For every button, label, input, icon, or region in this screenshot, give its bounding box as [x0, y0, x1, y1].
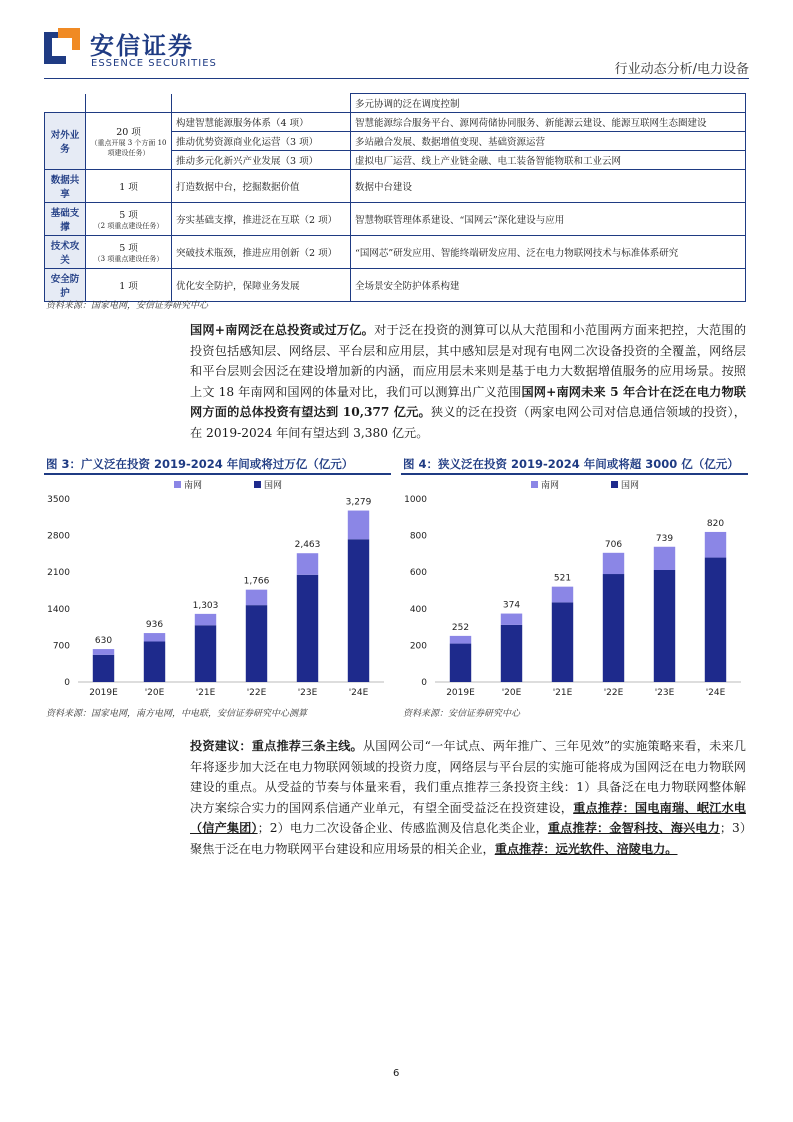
table-task: 推动优势资源商业化运营（3 项）: [172, 132, 351, 151]
bar-total-label: 739: [655, 533, 674, 544]
bar-guowang: [654, 570, 675, 682]
x-tick-label: '22E: [603, 688, 624, 698]
x-tick-label: '24E: [705, 688, 726, 698]
legend-swatch: [254, 481, 261, 488]
paragraph-lead: 国网+南网泛在总投资或过万亿。: [190, 323, 375, 337]
x-tick-label: 2019E: [446, 688, 475, 698]
legend-swatch: [174, 481, 181, 488]
brand-logo: [44, 28, 80, 64]
recommendation-paragraph: 投资建议：重点推荐三条主线。从国网公司“一年试点、两年推广、三年见效”的实施策略来看，未来几年将逐步加大泛在电力物联网领域的投资力度，网络层与平台层的实施可能将成为国网泛在电力物联网建设的重点。从受益的节奏与体量来看，我们重点推荐三条投资主线：1）具备泛在电力物联网整体解决方案综合实力的国网系信通产业单元，有望全面受益泛在投资建设，重点推荐：国电南瑞、岷江水电（信产集团）；2）电力二次设备企业、传感监测及信息化类企业，重点推荐：金智科技、海兴电力；3）聚焦于泛在电力物联网平台建设和应用场景的相关企业，重点推荐：远光软件、涪陵电力。: [190, 739, 747, 856]
bar-nanwang: [144, 633, 165, 641]
table-count: 20 项 （重点开展 3 个方面 10 项建设任务）: [86, 113, 172, 170]
bar-total-label: 521: [553, 573, 572, 584]
table-category: 数据共享: [45, 170, 86, 203]
legend-label: 南网: [184, 481, 203, 491]
bar-guowang: [348, 539, 369, 682]
table-category: 基础支撑: [45, 203, 86, 236]
y-tick-label: 0: [64, 678, 70, 688]
y-tick-label: 400: [409, 604, 427, 615]
bar-total-label: 252: [451, 622, 470, 633]
bar-total-label: 820: [706, 518, 725, 529]
table-task: 优化安全防护，保障业务发展: [172, 269, 351, 302]
bar-nanwang: [450, 636, 471, 644]
bar-nanwang: [552, 587, 573, 603]
legend-label: 南网: [541, 481, 560, 491]
bar-guowang: [246, 605, 267, 682]
bar-nanwang: [93, 649, 114, 655]
table-count: 1 项: [86, 269, 172, 302]
table-detail: 数据中台建设: [351, 170, 746, 203]
table-detail: “国网芯”研发应用、智能终端研发应用、泛在电力物联网技术与标准体系研究: [351, 236, 746, 269]
bar-nanwang: [705, 532, 726, 558]
x-tick-label: '21E: [195, 688, 216, 698]
legend-label: 国网: [621, 481, 640, 491]
pick-group-2: 重点推荐：金智科技、海兴电力: [547, 821, 720, 835]
legend-label: 国网: [264, 481, 283, 491]
chart-rule: [401, 473, 748, 475]
chart-fig3: [44, 477, 394, 702]
chart-source-fig4: 资料来源：安信证券研究中心: [403, 709, 521, 719]
y-tick-label: 0: [421, 678, 427, 688]
bar-guowang: [603, 574, 624, 682]
x-tick-label: '23E: [297, 688, 318, 698]
header-divider: [44, 78, 749, 79]
key-figure: 国网+南网未来 5 年合计在泛在电力物联网方面的总体投资有望达到 10,377 亿元。: [190, 384, 746, 419]
y-tick-label: 2100: [47, 568, 70, 579]
bar-total-label: 936: [145, 620, 164, 631]
bar-guowang: [450, 644, 471, 682]
bar-total-label: 706: [604, 539, 623, 550]
bar-nanwang: [297, 553, 318, 575]
bar-total-label: 1,766: [243, 576, 270, 587]
chart-source-fig3: 资料来源：国家电网，南方电网，中电联，安信证券研究中心测算: [46, 709, 308, 719]
brand-name-en: ESSENCE SECURITIES: [91, 58, 217, 69]
x-tick-label: '20E: [501, 688, 522, 698]
bar-nanwang: [501, 614, 522, 625]
chart-title-fig3: 图 3：广义泛在投资 2019-2024 年间或将过万亿（亿元）: [46, 457, 354, 471]
y-tick-label: 200: [409, 641, 427, 652]
report-category: 行业动态分析/电力设备: [614, 62, 749, 77]
chart-rule: [44, 473, 391, 475]
y-tick-label: 1000: [404, 495, 427, 505]
table-category: 安全防护: [45, 269, 86, 302]
investment-paragraph: 国网+南网泛在总投资或过万亿。对于泛在投资的测算可以从大范围和小范围两方面来把控，大范围的投资包括感知层、网络层、平台层和应用层，其中感知层是对现有电网二次设备投资的全覆盖，网络层和平台层则会因泛在建设增加新的内涵，而应用层未来则是基于电力大数据增值服务的应用场景。按照上文 18 年南网和国网的体量对比，我们可以测算出广义范围国网+南网未来 5 年合计在泛在电力物联网方面的总体投资有望达到 10,377 亿元。狭义的泛在投资（两家电网公司对信息通信领域的投资），在 2019-2024 年间有望达到 3,380 亿元。: [190, 323, 747, 440]
x-tick-label: '24E: [348, 688, 369, 698]
table-count: 1 项: [86, 170, 172, 203]
x-tick-label: '21E: [552, 688, 573, 698]
y-tick-label: 600: [409, 568, 427, 579]
bar-nanwang: [348, 511, 369, 540]
table-top-note: 多元协调的泛在调度控制: [351, 94, 746, 113]
table-task: 构建智慧能源服务体系（4 项）: [172, 113, 351, 132]
table-count: 5 项 （2 项重点建设任务）: [86, 203, 172, 236]
legend-swatch: [531, 481, 538, 488]
pick-group-1: 重点推荐：国电南瑞、岷江水电（信产集团）: [190, 800, 746, 835]
bar-guowang: [195, 625, 216, 682]
bar-guowang: [93, 655, 114, 682]
y-tick-label: 2800: [47, 531, 70, 542]
bar-guowang: [144, 641, 165, 682]
table-detail: 全场景安全防护体系构建: [351, 269, 746, 302]
bar-total-label: 1,303: [192, 600, 219, 611]
table-category: 技术攻关: [45, 236, 86, 269]
chart-fig4: [401, 477, 751, 702]
y-tick-label: 800: [409, 531, 427, 542]
bar-total-label: 374: [502, 600, 521, 611]
y-tick-label: 1400: [47, 604, 70, 615]
bar-total-label: 630: [94, 636, 113, 647]
bar-guowang: [501, 625, 522, 682]
table-detail: 多站融合发展、数据增值变现、基础资源运营: [351, 132, 746, 151]
table-detail: 智慧物联管理体系建设、“国网云”深化建设与应用: [351, 203, 746, 236]
bar-nanwang: [195, 614, 216, 625]
y-tick-label: 3500: [47, 495, 70, 505]
brand-name-cn: 安信证券: [90, 32, 194, 60]
bar-nanwang: [603, 553, 624, 574]
bar-guowang: [297, 575, 318, 682]
y-tick-label: 700: [52, 641, 70, 652]
table-detail: 虚拟电厂运营、线上产业链金融、电工装备智能物联和工业云网: [351, 151, 746, 170]
paragraph-lead: 投资建议：重点推荐三条主线。: [190, 739, 363, 753]
construction-task-table: [44, 93, 746, 302]
x-tick-label: '23E: [654, 688, 675, 698]
chart-title-fig4: 图 4：狭义泛在投资 2019-2024 年间或将超 3000 亿（亿元）: [403, 457, 739, 471]
table-count: 5 项 （3 项重点建设任务）: [86, 236, 172, 269]
bar-guowang: [705, 558, 726, 682]
x-tick-label: '20E: [144, 688, 165, 698]
legend-swatch: [611, 481, 618, 488]
table-task: 突破技术瓶颈，推进应用创新（2 项）: [172, 236, 351, 269]
table-source: 资料来源：国家电网，安信证券研究中心: [46, 301, 209, 311]
x-tick-label: '22E: [246, 688, 267, 698]
bar-total-label: 3,279: [345, 497, 372, 508]
pick-group-3: 重点推荐：远光软件、涪陵电力。: [494, 841, 678, 856]
x-tick-label: 2019E: [89, 688, 118, 698]
page-number: 6: [393, 1068, 400, 1079]
table-category: 对外业务: [45, 113, 86, 170]
table-task: 推动多元化新兴产业发展（3 项）: [172, 151, 351, 170]
bar-total-label: 2,463: [294, 540, 321, 551]
bar-guowang: [552, 602, 573, 682]
table-task: 打造数据中台，挖掘数据价值: [172, 170, 351, 203]
bar-nanwang: [246, 590, 267, 605]
table-task: 夯实基础支撑，推进泛在互联（2 项）: [172, 203, 351, 236]
bar-nanwang: [654, 547, 675, 570]
table-detail: 智慧能源综合服务平台、源网荷储协同服务、新能源云建设、能源互联网生态圈建设: [351, 113, 746, 132]
